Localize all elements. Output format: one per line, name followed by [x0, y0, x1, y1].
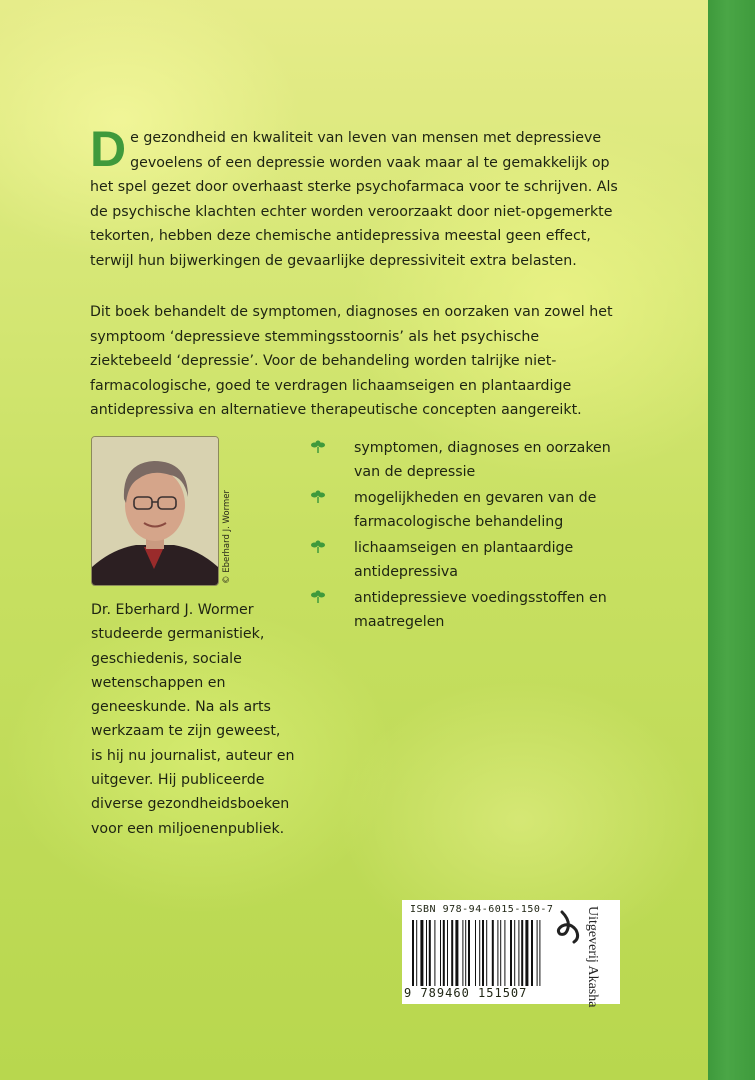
drop-cap: D — [90, 121, 127, 177]
leaf-cluster-icon — [310, 590, 326, 604]
barcode-bar — [434, 920, 435, 986]
list-item — [310, 586, 630, 634]
barcode-bar — [447, 920, 448, 986]
barcode-bar — [525, 920, 528, 986]
barcode-bar — [451, 920, 453, 986]
barcode-bar — [518, 920, 519, 986]
barcode-bar — [539, 920, 540, 986]
barcode-bar — [462, 920, 463, 986]
barcode-bar — [500, 920, 501, 986]
spine-strip — [708, 0, 755, 1080]
barcode-bar — [521, 920, 523, 986]
barcode-bar — [426, 920, 427, 986]
barcode-bar — [492, 920, 494, 986]
intro-text: e gezondheid en kwaliteit van leven van mensen met depressieve gevoelens of een depressie worden vaak maar al te gemakkelijk op het spel gezet door overhaast sterke psychofarmaca voor te schrijven. Als de psychische klachten echter worden veroorzaakt door niet-opgemerkte tekorten, hebben deze chemische antidepressiva meestal geen effect, terwijl hun bijwerkingen de gevaarlijke depressiviteit extra belasten. — [90, 130, 618, 269]
list-item — [310, 536, 630, 584]
list-item-text: lichaamseigen en plantaardige antidepressiva — [354, 540, 574, 580]
barcode-bar — [412, 920, 414, 986]
barcode-bar — [465, 920, 466, 986]
publisher-name: Uitgeverij Akasha — [585, 906, 600, 1008]
akasha-logo-icon — [556, 908, 584, 944]
barcode-bar — [537, 920, 538, 986]
list-item-text: antidepressieve voedingsstoffen en maatregelen — [354, 590, 607, 630]
description-paragraph: Dit boek behandelt de symptomen, diagnoses en oorzaken van zowel het symptoom ‘depressieve stemmingsstoornis’ als het psychische ziektebeeld ‘depressie’. Voor de behandeling worden talrijke niet-farmacologische, goed te verdragen lichaamseigen en plantaardige antidepressiva en alternatieve therapeutische concepten aangereikt. — [90, 304, 613, 418]
barcode-bar — [514, 920, 515, 986]
barcode-bar — [486, 920, 487, 986]
barcode-bar — [455, 920, 458, 986]
barcode-bar — [510, 920, 512, 986]
list-item — [310, 436, 630, 484]
barcode-bar — [504, 920, 505, 986]
leaf-cluster-icon — [310, 540, 326, 554]
leaf-cluster-icon — [310, 490, 326, 504]
barcode-bar — [468, 920, 470, 986]
leaf-cluster-icon — [310, 440, 326, 454]
barcode-number: 9 789460 151507 — [404, 986, 528, 1000]
intro-paragraph — [90, 121, 620, 273]
barcode-bar — [443, 920, 445, 986]
list-item-text: mogelijkheden en gevaren van de farmacologische behandeling — [354, 490, 597, 530]
barcode-bar — [416, 920, 417, 986]
barcode-bar — [479, 920, 480, 986]
author-portrait-illustration — [92, 437, 218, 585]
list-item — [310, 486, 630, 534]
photo-credit: © Eberhard J. Wormer — [222, 490, 232, 584]
barcode — [412, 920, 546, 986]
barcode-bar — [482, 920, 484, 986]
barcode-bar — [429, 920, 431, 986]
barcode-bar — [531, 920, 533, 986]
list-item-text: symptomen, diagnoses en oorzaken van de depressie — [354, 440, 611, 480]
barcode-bar — [497, 920, 498, 986]
isbn-text: ISBN 978-94-6015-150-7 — [410, 904, 554, 915]
barcode-bar — [440, 920, 441, 986]
author-photo — [91, 436, 219, 586]
barcode-bar — [475, 920, 476, 986]
feature-list — [310, 436, 630, 636]
barcode-bar — [420, 920, 423, 986]
author-bio: Dr. Eberhard J. Wormer studeerde germanistiek, geschiedenis, sociale wetenschappen en geneeskunde. Na als arts werkzaam te zijn geweest, is hij nu journalist, auteur en uitgever. Hij publiceerde diverse gezondheidsboeken voor een miljoenenpubliek. — [91, 602, 295, 837]
